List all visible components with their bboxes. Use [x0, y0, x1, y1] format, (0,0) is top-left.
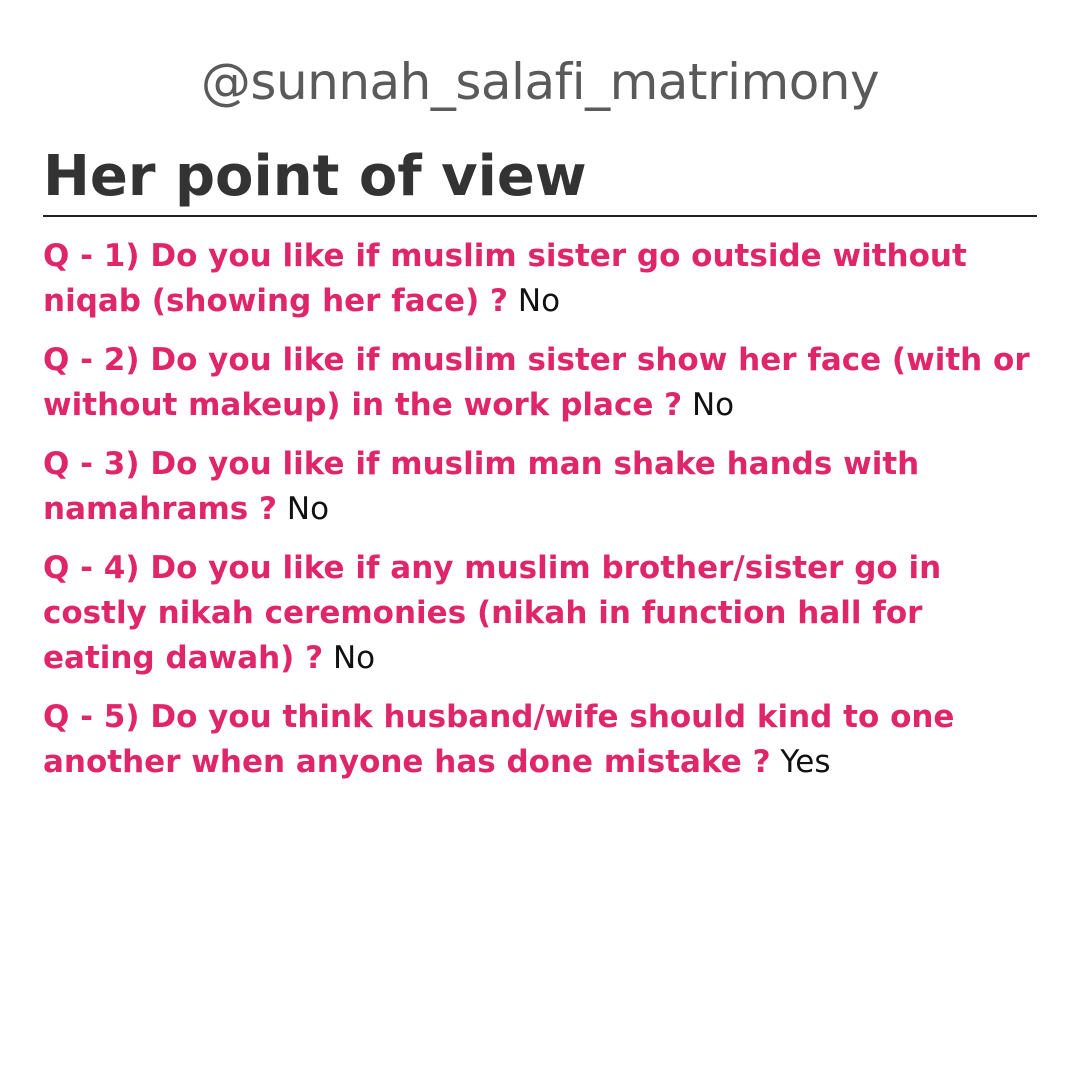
qa-item-2 [43, 338, 1043, 428]
question-list [43, 234, 1043, 799]
qa-item-5 [43, 695, 1043, 785]
answer-text: No [517, 283, 561, 319]
answer-text: No [286, 491, 330, 527]
answer-text: No [691, 387, 735, 423]
qa-item-4 [43, 546, 1043, 681]
question-text: Q - 5) Do you think husband/wife should kind to one another when anyone has done mistake ? [43, 699, 955, 780]
account-handle: @sunnah_salafi_matrimony [200, 53, 880, 111]
page-title: Her point of view [43, 144, 587, 209]
question-text: Q - 4) Do you like if any muslim brother/sister go in costly nikah ceremonies (nikah in function hall for eating dawah) ? [43, 550, 942, 676]
title-divider [43, 215, 1037, 217]
question-text: Q - 3) Do you like if muslim man shake hands with namahrams ? [43, 446, 920, 527]
answer-text: Yes [780, 744, 831, 780]
qa-item-1 [43, 234, 1043, 324]
question-text: Q - 1) Do you like if muslim sister go outside without niqab (showing her face) ? [43, 238, 967, 319]
answer-text: No [332, 640, 376, 676]
question-text: Q - 2) Do you like if muslim sister show her face (with or without makeup) in the work place ? [43, 342, 1030, 423]
qa-item-3 [43, 442, 1043, 532]
